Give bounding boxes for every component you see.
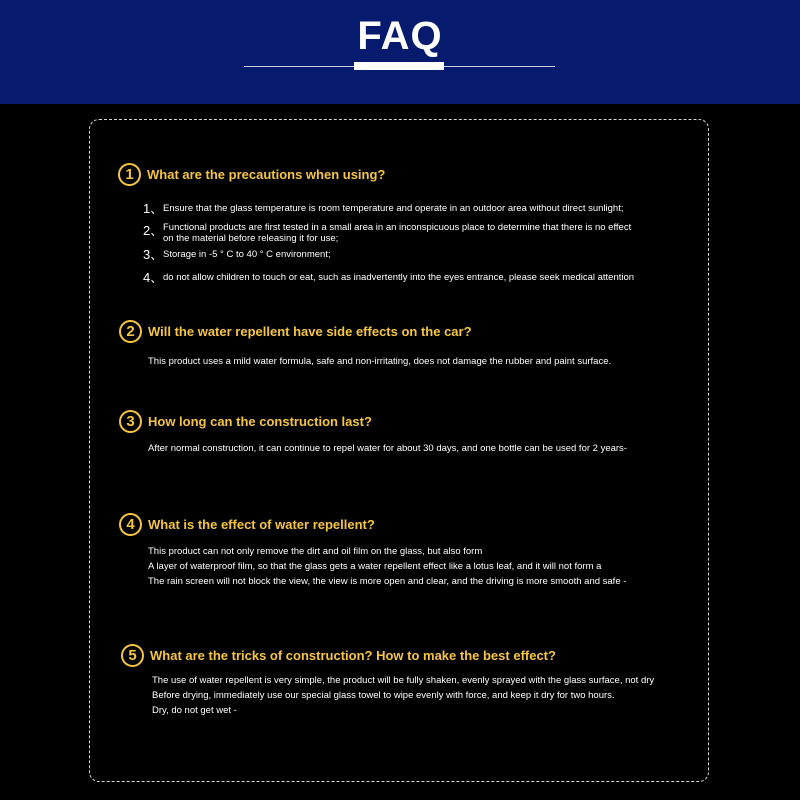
number-badge: 4	[119, 513, 142, 536]
question-text: Will the water repellent have side effects on the car?	[148, 324, 472, 339]
answer-line: Before drying, immediately use our special glass towel to wipe evenly with force, and keep it dry for two hours.	[152, 690, 615, 701]
faq-header	[0, 0, 800, 104]
answer-line: This product uses a mild water formula, safe and non-irritating, does not damage the rubber and paint surface.	[148, 356, 612, 367]
faq-question-4	[119, 513, 375, 536]
answer-line: After normal construction, it can continue to repel water for about 30 days, and one bottle can be used for 2 years-	[148, 443, 627, 454]
answer-line: This product can not only remove the dirt and oil film on the glass, but also form	[148, 546, 483, 557]
number-badge: 5	[121, 644, 144, 667]
answer-line: A layer of waterproof film, so that the glass gets a water repellent effect like a lotus leaf, and it will not form a	[148, 561, 602, 572]
answer-line: The use of water repellent is very simple, the product will be fully shaken, evenly sprayed with the glass surface, not dry	[152, 675, 655, 686]
list-text: Storage in -5 ° C to 40 ° C environment;	[163, 249, 331, 260]
list-item	[143, 202, 624, 215]
list-text: Ensure that the glass temperature is room temperature and operate in an outdoor area without direct sunlight;	[163, 203, 624, 214]
number-badge: 3	[119, 410, 142, 433]
list-item	[143, 221, 631, 244]
faq-question-1	[118, 163, 385, 186]
question-text: What is the effect of water repellent?	[148, 517, 375, 532]
list-text: Functional products are first tested in a small area in an inconspicuous place to determine that there is no effect on the material before releasing it for use;	[163, 222, 632, 244]
faq-question-3	[119, 410, 372, 433]
number-badge: 1	[118, 163, 141, 186]
answer-line: Dry, do not get wet -	[152, 705, 237, 716]
list-marker: 4、	[143, 270, 164, 285]
question-text: What are the tricks of construction? How to make the best effect?	[150, 648, 556, 663]
page-title: FAQ	[357, 14, 443, 58]
answer-line: The rain screen will not block the view, the view is more open and clear, and the driving is more smooth and safe -	[148, 576, 627, 587]
list-item	[143, 271, 634, 284]
question-text: How long can the construction last?	[148, 414, 372, 429]
question-text: What are the precautions when using?	[147, 167, 386, 182]
list-marker: 2、	[143, 223, 164, 238]
faq-question-5	[121, 644, 556, 667]
list-text: do not allow children to touch or eat, such as inadvertently into the eyes entrance, please seek medical attention	[163, 272, 635, 283]
list-item	[143, 248, 331, 261]
title-underline	[354, 62, 444, 70]
faq-question-2	[119, 320, 472, 343]
list-marker: 1、	[143, 201, 164, 216]
number-badge: 2	[119, 320, 142, 343]
list-marker: 3、	[143, 247, 164, 262]
